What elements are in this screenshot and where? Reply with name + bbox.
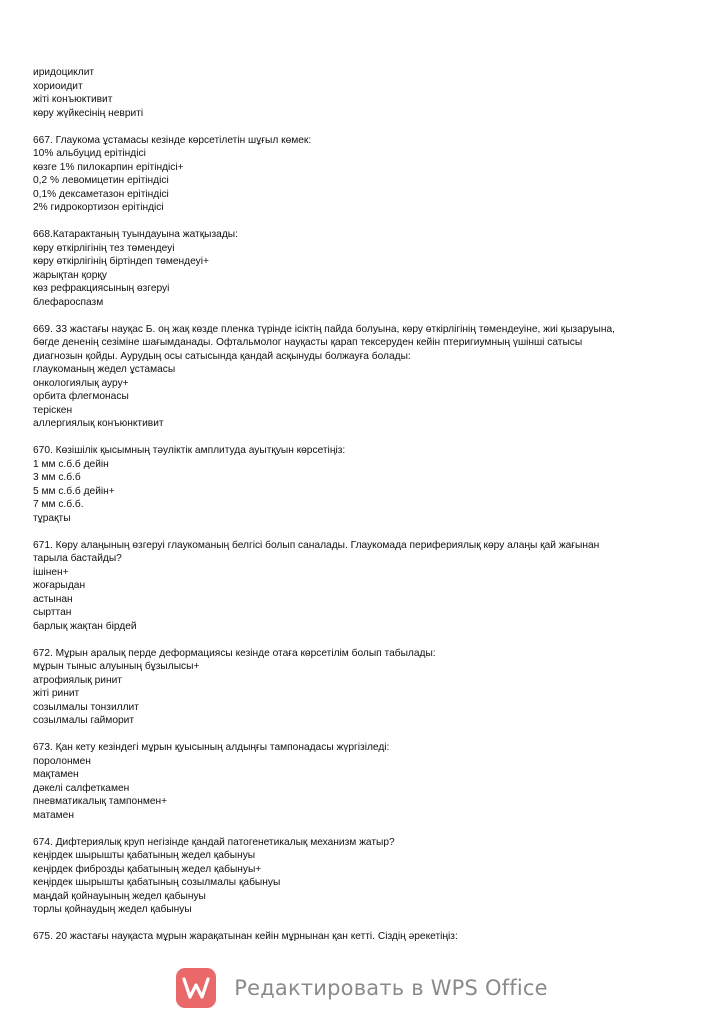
answer-option: атрофиялық ринит <box>33 674 122 686</box>
question-title: 670. Көзішілік қысымның тәуліктік амплитуда ауытқуын көрсетіңіз: <box>33 445 346 456</box>
answer-option: көру өткірлігінің тез төмендеуі <box>33 242 175 254</box>
answer-option: көру өткірлігінің біртіндеп төмендеуі+ <box>33 256 209 267</box>
answer-option: ішінен+ <box>33 566 69 578</box>
answer-option: аллергиялық конъюнктивит <box>33 418 164 429</box>
answer-option: кеңірдек шырышты қабатының созылмалы қабынуы <box>33 877 281 888</box>
answer-option: 3 мм с.б.б <box>33 472 81 483</box>
question-title: диагнозын қойды. Аурудың осы сатысында қандай асқынуды болжауға болады: <box>33 350 411 362</box>
answer-option: жарықтан қорқу <box>33 269 107 281</box>
question-title: 675. 20 жастағы науқаста мұрын жарақатынан кейін мұрнынан қан кетті. Сіздің әрекетіңіз: <box>33 931 458 942</box>
answer-option: жіті конъюктивит <box>33 94 113 105</box>
answer-option: көзге 1% пилокарпин ерітіндісі+ <box>33 161 184 173</box>
answer-option: сырттан <box>33 607 72 618</box>
edit-in-wps-button[interactable] <box>0 952 724 1024</box>
paragraph-gap <box>33 822 693 836</box>
answer-option: дәкелі салфеткамен <box>33 782 130 794</box>
question-title: 667. Глаукома ұстамасы кезінде көрсетілетін шұғыл көмек: <box>33 134 312 146</box>
paragraph-gap <box>33 728 693 742</box>
answer-option: кеңірдек шырышты қабатының жедел қабынуы <box>33 850 256 861</box>
answer-option: көру жүйкесінің невриті <box>33 107 144 119</box>
answer-option: 0,1% дексаметазон ерітіндісі <box>33 188 169 200</box>
wps-logo-icon <box>176 968 216 1008</box>
question-title: 671. Көру алаңының өзгеруі глаукоманың белгісі болып саналады. Глаукомада перифериялық көру алаңы қай жағынан <box>33 539 600 551</box>
wps-banner-label: Редактировать в WPS Office <box>234 976 548 1000</box>
answer-option: барлық жақтан бірдей <box>33 620 137 632</box>
answer-option: хориоидит <box>33 80 83 92</box>
paragraph-gap <box>33 309 693 323</box>
answer-option: 2% гидрокортизон ерітіндісі <box>33 202 164 213</box>
answer-option: кеңірдек фиброзды қабатының жедел қабынуы+ <box>33 863 262 875</box>
answer-option: поролонмен <box>33 755 91 767</box>
paragraph-gap <box>33 431 693 445</box>
answer-option: жоғарыдан <box>33 580 86 591</box>
question-title: 673. Қан кету кезіндегі мұрын қуысының алдыңғы тампонадасы жүргізіледі: <box>33 742 390 753</box>
answer-option: пневматикалық тампонмен+ <box>33 796 168 807</box>
wps-w-icon <box>182 976 210 1000</box>
answer-option: мұрын тыныс алуының бұзылысы+ <box>33 661 200 672</box>
answer-option: блефароспазм <box>33 296 104 308</box>
question-title: бөгде дененің сезіміне шағымданады. Офтальмолог науқасты қарап тексеруден кейін птеригиумның үшінші сатысы <box>33 337 583 348</box>
answer-option: глаукоманың жедел ұстамасы <box>33 364 176 375</box>
answer-option: маңдай қойнауының жедел қабынуы <box>33 890 206 902</box>
answer-option: созылмалы гайморит <box>33 715 135 726</box>
answer-option: жіті ринит <box>33 688 80 699</box>
answer-option: 0,2 % левомицетин ерітіндісі <box>33 175 169 186</box>
answer-option: көз рефракциясының өзгеруі <box>33 283 170 294</box>
answer-option: орбита флегмонасы <box>33 391 129 402</box>
answer-option: матамен <box>33 809 74 821</box>
answer-option: торлы қойнаудың жедел қабынуы <box>33 904 192 915</box>
answer-option: 7 мм с.б.б. <box>33 499 84 510</box>
answer-option: тұрақты <box>33 512 71 524</box>
question-title: 674. Дифтериялық круп негізінде қандай патогенетикалық механизм жатыр? <box>33 836 395 848</box>
question-title: 669. 33 жастағы науқас Б. оң жақ көзде пленка түрінде ісіктің пайда болуына, көру өткірлігінің төмендеуіне, жиі қызаруына, <box>33 323 615 335</box>
answer-option: созылмалы тонзиллит <box>33 701 139 713</box>
answer-option: теріскен <box>33 404 73 416</box>
answer-option: 1 мм с.б.б дейін <box>33 458 109 470</box>
answer-option: мақтамен <box>33 769 79 780</box>
document-page <box>33 66 693 944</box>
paragraph-gap <box>33 633 693 647</box>
answer-option: 5 мм с.б.б дейін+ <box>33 485 115 497</box>
answer-option: онкологиялық ауру+ <box>33 377 129 389</box>
paragraph-gap <box>33 917 693 931</box>
question-title: тарыла бастайды? <box>33 553 122 564</box>
question-title: 672. Мұрын аралық перде деформациясы кезінде отаға көрсетілім болып табылады: <box>33 647 436 659</box>
paragraph-gap <box>33 215 693 229</box>
question-title: 668.Катарактаның туындауына жатқызады: <box>33 229 238 240</box>
answer-option: астынан <box>33 593 73 605</box>
answer-option: иридоциклит <box>33 67 95 78</box>
paragraph-gap <box>33 525 693 539</box>
answer-option: 10% альбуцид ерітіндісі <box>33 148 146 159</box>
paragraph-gap <box>33 120 693 134</box>
